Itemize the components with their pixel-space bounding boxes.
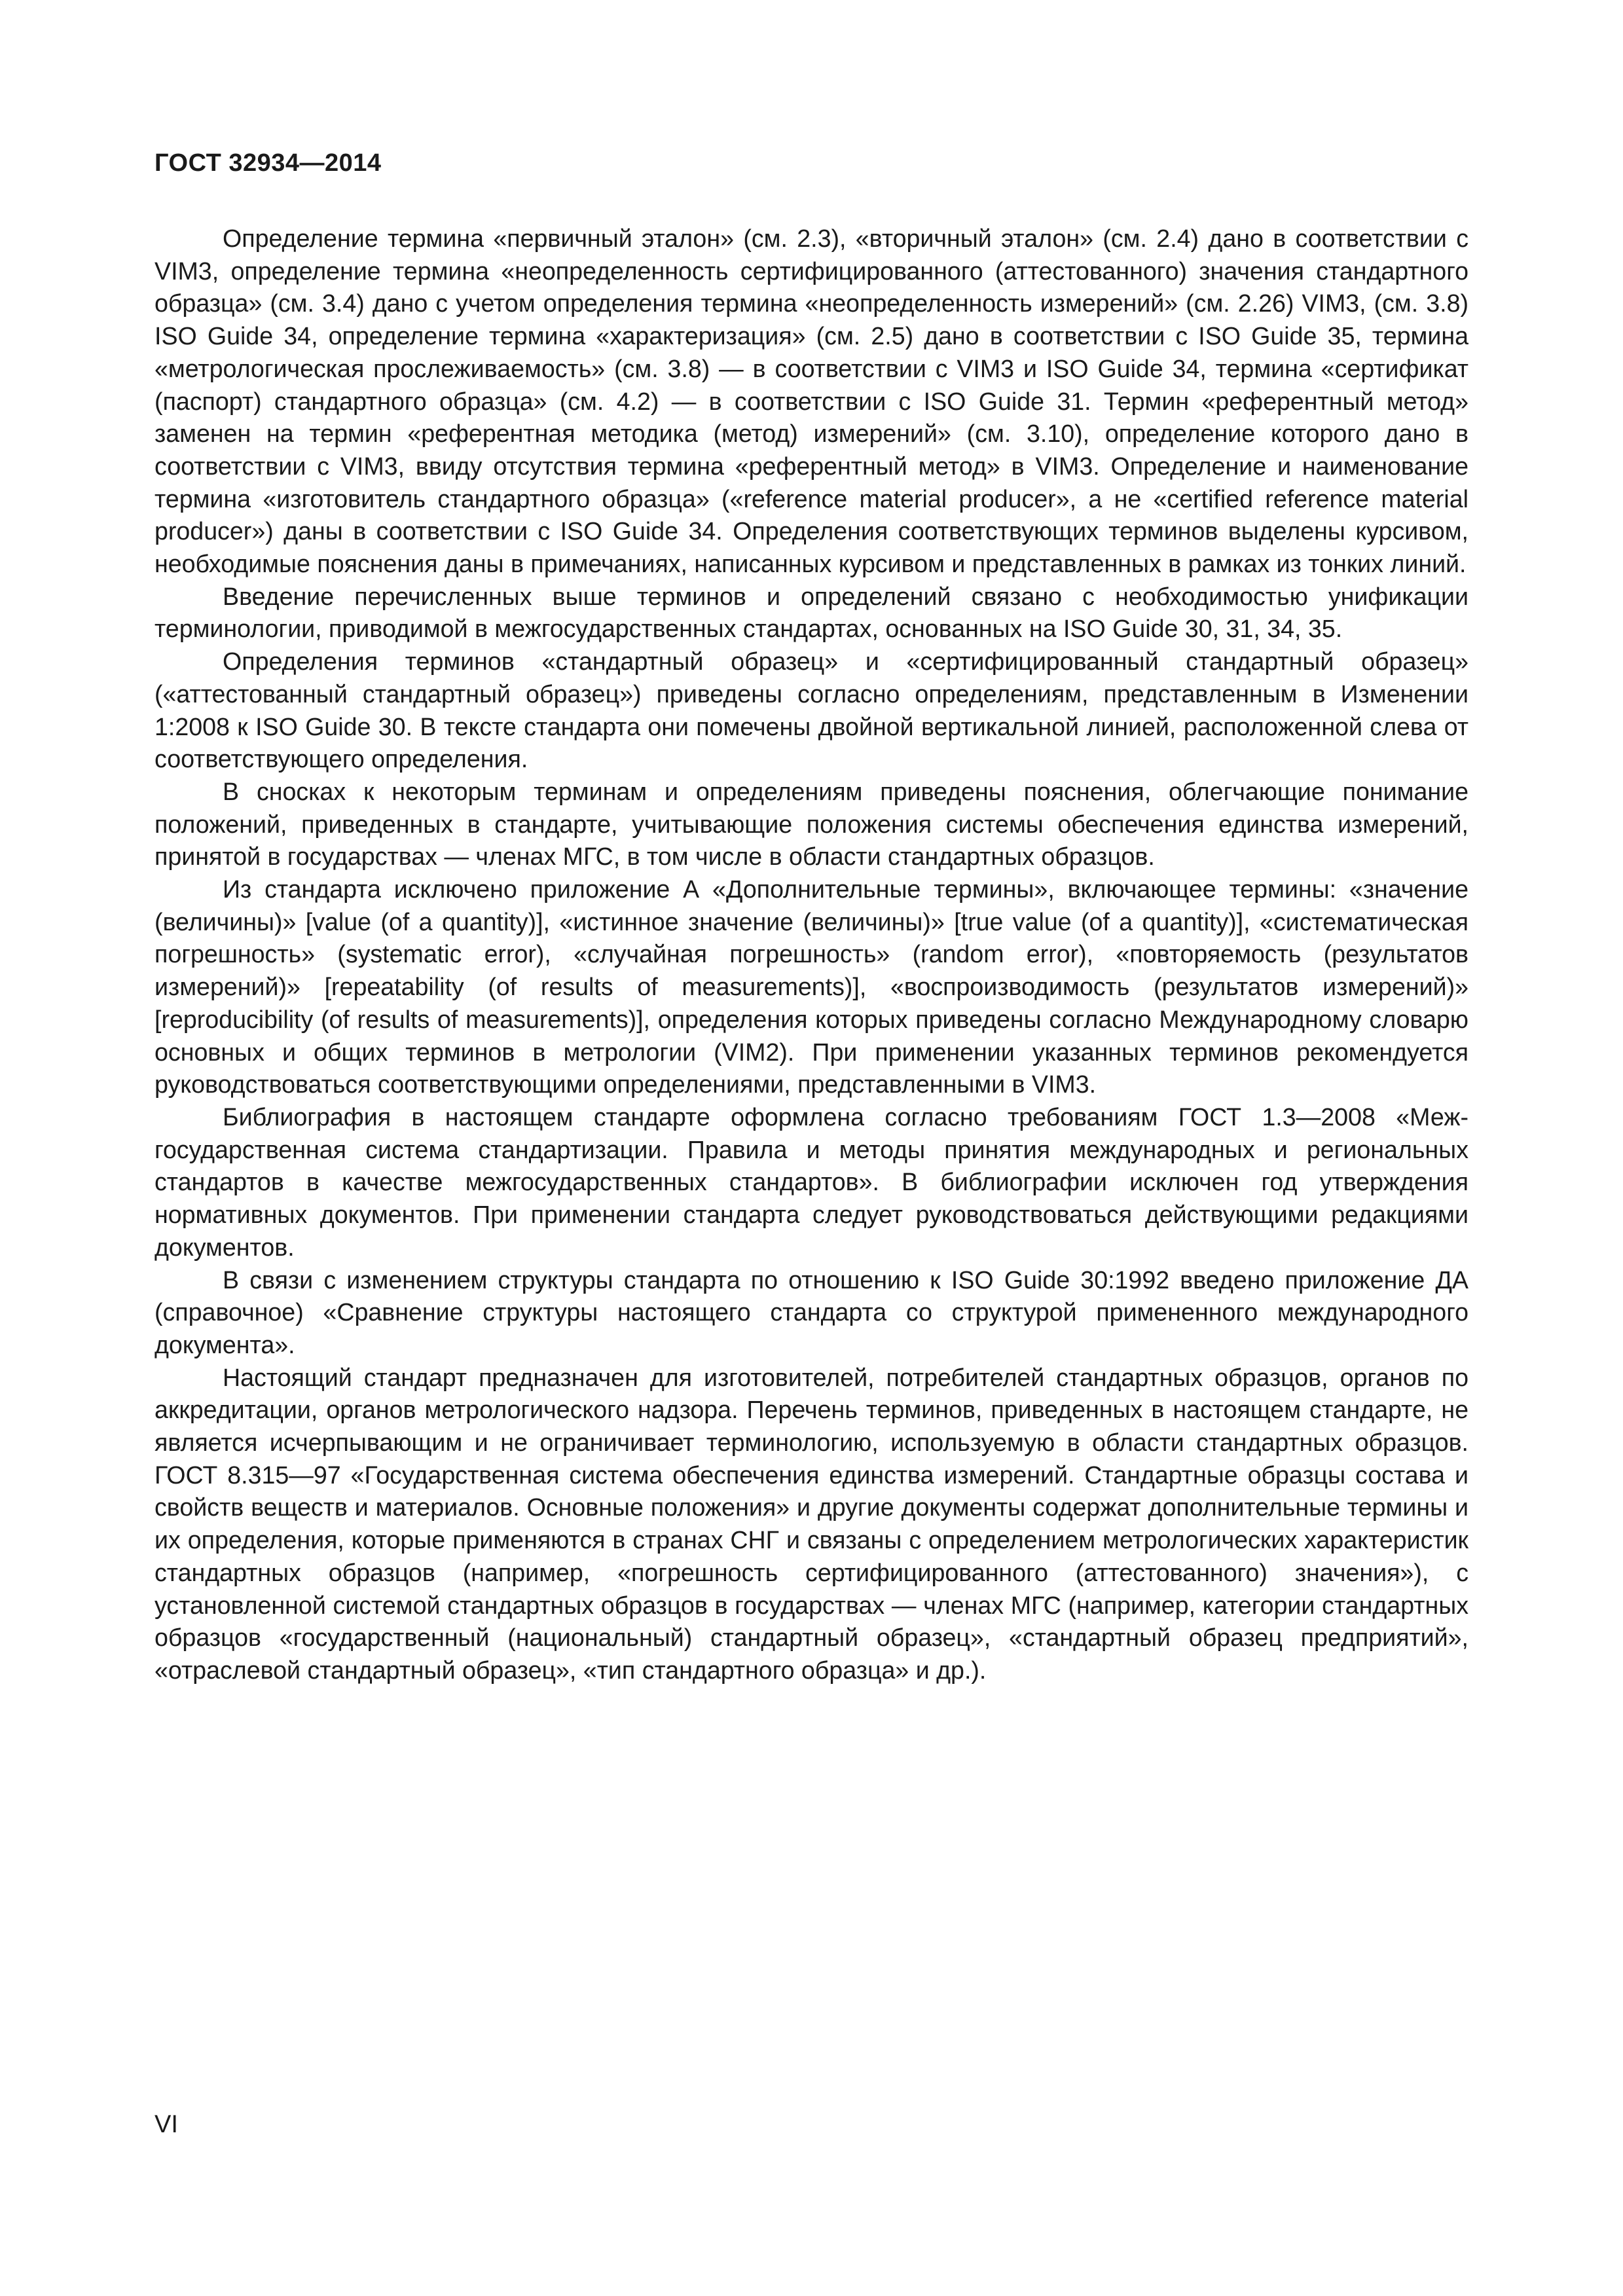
paragraph-intended-users: Настоящий стандарт предназначен для изготовителей, потребителей стандартных образцов, органов по аккредитации, органов метрологического надзора. Перечень терминов, приведенных в настоящем стандарте, не является исчерпывающим и не ограничивает терминологию, используемую в области стандартных образцов. ГОСТ 8.315—97 «Государственная система обеспечения единства измерений. Стандартные образцы состава и свойств веществ и материалов. Основные положения» и другие документы содержат дополнительные термины и их определения, которые применяются в странах СНГ и связаны с определением метрологических характеристик стандартных образцов (например, «погрешность сертифицированного (аттестованного) значения»), с установленной системой стандартных образцов в государствах — членах МГС (например, категории стандартных образцов «государственный (национальный) стандартный образец», «стандартный образец предприятий», «отраслевой стандартный образец», «тип стандартного образца» и др.). (155, 1363, 1468, 1684)
page-header-doc-code: ГОСТ 32934—2014 (155, 149, 382, 177)
paragraph-terminology-unification: Введение перечисленных выше терминов и определений связано с необходимостью унификации терминологии, приводимой в межгосударственных стандартах, основанных на ISO Guide 30, 31, 34, 35. (155, 582, 1468, 643)
paragraph-structure-change: В связи с изменением структуры стандарта по отношению к ISO Guide 30:1992 введено приложение ДА (справочное) «Сравнение структуры настоящего стандарта со структурой примененного международного документа». (155, 1266, 1468, 1358)
document-body (155, 223, 1468, 1687)
page-number: VI (155, 2111, 178, 2138)
paragraph-definitions-origin: Определение термина «первичный эталон» (см. 2.3), «вторичный эталон» (см. 2.4) дано в соответствии с VIM3, определение термина «неопределенность сертифицированного (аттестованного) значения стандартного образца» (см. 3.4) дано с учетом определения термина «неопределенность измерений» (см. 2.26) VIM3, (см. 3.8) ISO Guide 34, определение термина «характеризация» (см. 2.5) дано в соответствии с ISO Guide 35, термина «метрологическая прослеживаемость» (см. 3.8) — в соответствии с VIM3 и ISO Guide 34, термина «сертификат (паспорт) стандартного образца» (см. 4.2) — в соответствии с ISO Guide 31. Термин «референтный метод» заменен на термин «референтная методика (метод) измерений» (см. 3.10), определение которого дано в соответствии с VIM3, ввиду отсутствия термина «референтный метод» в VIM3. Определение и наименование термина «изготовитель стандартного образца» («reference material producer», а не «certified reference material producer») даны в соответствии с ISO Guide 34. Определения соответствующих терминов выделены курсивом, необходимые пояснения даны в примечаниях, написанных курсивом и представленных в рамках из тонких линий. (155, 225, 1468, 578)
paragraph-reference-material-definitions: Определения терминов «стандартный образец» и «сертифицированный стандартный образец» («аттестованный стандартный образец») приведены согласно определениям, представленным в Изменении 1:2008 к ISO Guide 30. В тексте стандарта они помечены двойной вертикальной линией, расположенной слева от соответствующего определения. (155, 647, 1468, 773)
paragraph-excluded-annex: Из стандарта исключено приложение А «Дополнительные термины», включающее термины: «значение (величины)» [value (of a quantity)], «истинное значение (величины)» [true value (of a quantity)], «систематическая погрешность» (systematic error), «случайная погрешность» (random error), «повторяемость (результатов измерений)» [repeatability (of results of measurements)], «воспроизводимость (результатов измерений)» [reproducibility (of results of measurements)], определения которых приведены согласно Международному словарю основных и общих терминов в метрологии (VIM2). При применении указанных терминов рекомендуется руководствоваться соответствующими определениями, представленными в VIM3. (155, 875, 1468, 1099)
paragraph-footnotes: В сносках к некоторым терминам и определениям приведены пояснения, облегчающие понимание положений, приведенных в стандарте, учитывающие положения системы обеспечения единства измерений, принятой в государствах — членах МГС, в том числе в области стандартных образцов. (155, 777, 1468, 871)
paragraph-bibliography: Библиография в настоящем стандарте оформлена согласно требованиям ГОСТ 1.3—2008 «Межгосударственная система стандартизации. Правила и методы принятия международных и региональных стандартов в качестве межгосударственных стандартов». В библиографии исключен год утверждения нормативных документов. При применении стандарта следует руководствоваться действующими редакциями документов. (155, 1102, 1468, 1261)
